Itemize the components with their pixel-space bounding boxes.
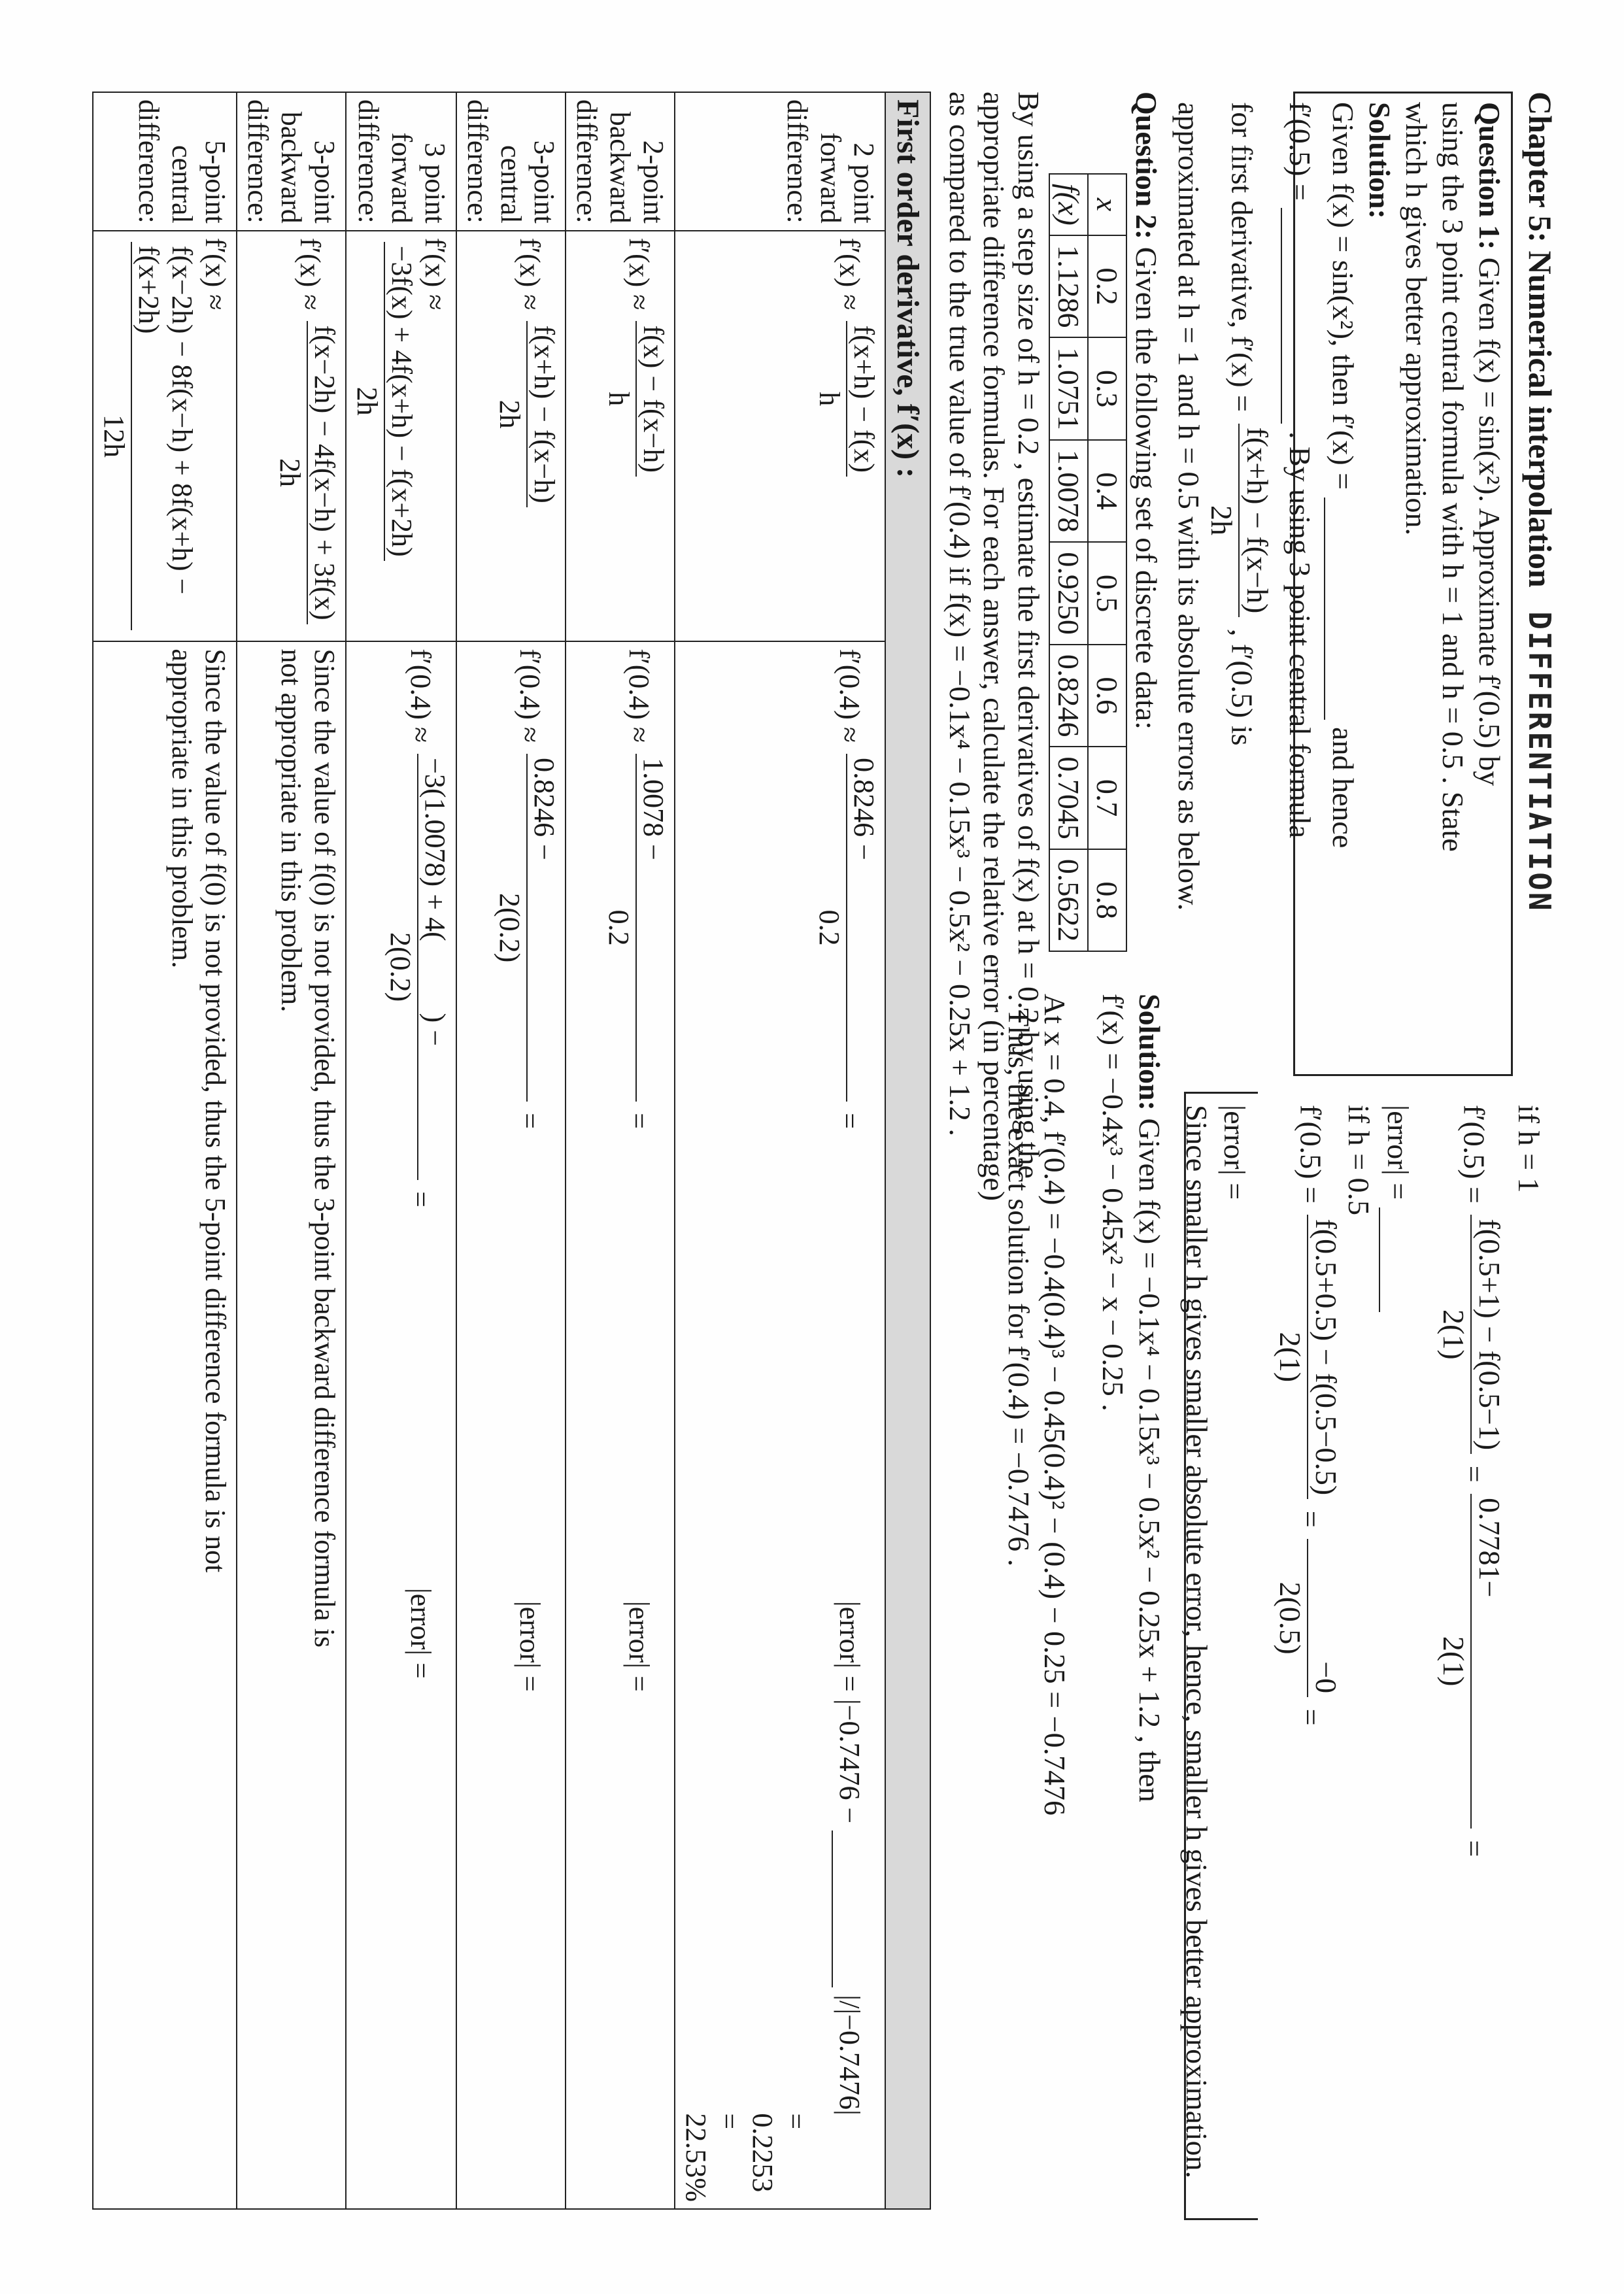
formula-lhs: f′(x) ≈: [622, 237, 655, 311]
q1-eq1: f′(0.5) = f(0.5+1) − f(0.5−1) 2(1) = 0.7781− 2(1) =: [1437, 1105, 1506, 1857]
calc-den: 2(0.2): [494, 892, 526, 963]
calc-cell: [566, 641, 675, 2209]
note-cell: [93, 641, 237, 2209]
error-label: |error| =: [513, 1600, 546, 1692]
calc-den: 2(0.2): [384, 932, 416, 1002]
formula-num: f(x) − f(x−h): [635, 321, 670, 477]
q1-eq1-lhs: f′(0.5) =: [1457, 1105, 1491, 1204]
q1-label: Question 1:: [1473, 102, 1506, 250]
formula-cell: [456, 231, 566, 642]
q1-if-h1: if h = 1: [1512, 1105, 1546, 1193]
error-label: |error| =: [404, 1587, 437, 1679]
q1-right-border: [1184, 1092, 1258, 2220]
note-line-2: appropriate in this problem.: [166, 649, 198, 969]
method-name: 2 point forward difference:: [675, 92, 885, 231]
calc-lhs: f′(0.4) ≈: [404, 649, 437, 743]
q2-intro: [1128, 92, 1163, 730]
calc-den: 0.2: [813, 909, 845, 946]
formula-lhs: f′(x) ≈: [419, 237, 451, 311]
fx-cell: 0.9250: [1049, 542, 1088, 645]
fx-header: f(x): [1049, 174, 1088, 235]
table-row: [566, 92, 675, 2209]
q1-error-1-label: |error| =: [1381, 1105, 1415, 1200]
table-row: [93, 92, 237, 2209]
formula-num: −3f(x) + 4f(x+h) − f(x+2h): [384, 242, 418, 561]
formula-lhs: f′(x) ≈: [294, 237, 326, 311]
note-line-2: not appropriate in this problem.: [275, 649, 307, 1013]
q2-para2: appropriate difference formulas. For each answer, calculate the relative error (in percentage): [977, 92, 1011, 1202]
x-cell: 0.3: [1088, 337, 1126, 440]
formula-cell: [346, 231, 456, 642]
calc-num: −3(1.0078) + 4( ) −: [417, 754, 452, 1180]
formula-cell: [237, 231, 346, 642]
q1-line1: [1472, 102, 1506, 786]
table-row-fx: [1049, 174, 1088, 951]
q1-error-1-blank[interactable]: [1379, 1207, 1415, 1312]
table-row: [346, 92, 456, 2209]
q1-conclusion: Since smaller h gives smaller absolute error, hence, smaller h gives better approximation.: [1180, 1105, 1213, 2179]
x-cell: 0.6: [1088, 645, 1126, 747]
first-order-header: First order derivative, f′(x) :: [885, 92, 930, 2209]
q1-eq2-num2: −0: [1307, 1539, 1343, 1697]
calc-lhs: f′(0.4) ≈: [833, 649, 866, 743]
chapter-title-text: Chapter 5: Numerical interpolation: [1522, 92, 1559, 588]
q2-solution-label: Solution:: [1133, 994, 1166, 1111]
x-cell: 0.8: [1088, 849, 1126, 952]
table-row: [675, 92, 885, 2209]
fx-cell: 1.0751: [1049, 337, 1088, 440]
q1-eq2-den: 2(1): [1274, 1332, 1308, 1383]
calc-num: 1.0078 −: [635, 754, 670, 1102]
table-row: [237, 92, 346, 2209]
q1-approx-line: approximated at h = 1 and h = 0.5 with its absolute errors as below.: [1172, 102, 1206, 911]
calc-lhs: f′(0.4) ≈: [622, 649, 655, 743]
formula-lhs: f′(x) ≈: [513, 237, 546, 311]
note-line-1: Since the value of f(0) is not provided, thus the 5-point difference formula is not: [199, 649, 231, 1573]
error-label: |error| =: [622, 1600, 655, 1692]
q2-label: Question 2:: [1130, 92, 1163, 240]
q2-sol2: f′(x) = −0.4x³ − 0.45x² − x − 0.25 .: [1096, 994, 1130, 1411]
calc-den: 0.2: [603, 909, 635, 946]
q1-eq1-den: 2(1): [1437, 1309, 1471, 1360]
x-header: x: [1088, 174, 1126, 235]
formula-den: 2h: [494, 399, 526, 429]
formula-cell: [566, 231, 675, 642]
formula-num: f(x−2h) − 4f(x−h) + 3f(x): [307, 321, 341, 624]
q1-blank-2[interactable]: [1281, 208, 1317, 424]
q1-formula-den: 2h: [1205, 505, 1239, 535]
x-cell: 0.5: [1088, 542, 1126, 645]
error-blank[interactable]: [832, 1830, 866, 1987]
formula-den: 2h: [274, 458, 306, 488]
calc-cell: [456, 641, 566, 2209]
calc-cell: [346, 641, 456, 2209]
q2-sol3: At x = 0.4, f′(0.4) = −0.4(0.4)³ − 0.45(0.4)² − (0.4) − 0.25 = −0.7476: [1038, 994, 1072, 1816]
q1-by-using: . By using 3 point central formula: [1283, 431, 1317, 839]
method-name: 3-point central difference:: [456, 92, 566, 231]
q2-para1: By using a step size of h = 0.2 , estimate the first derivatives of f(x) at h = 0.2 by using the: [1012, 92, 1045, 1179]
q1-line1-text: Given f(x) = sin(x²). Approximate f′(0.5) by: [1473, 257, 1506, 786]
q1-eq2-num: f(0.5+0.5) − f(0.5−0.5): [1307, 1215, 1343, 1499]
x-cell: 0.4: [1088, 440, 1126, 543]
method-name: 5-point central difference:: [93, 92, 237, 231]
q2-sol1: Given f(x) = −0.1x⁴ − 0.15x³ − 0.5x² − 0.25x + 1.2 , then: [1133, 1118, 1166, 1802]
q1-if-h05: if h = 0.5: [1342, 1105, 1376, 1216]
table-row-x: [1088, 174, 1126, 951]
fx-cell: 0.5622: [1049, 849, 1088, 952]
error-tail: |/|−0.7476|: [833, 1995, 866, 2116]
formula-num: f(x+h) − f(x−h): [526, 321, 561, 507]
formula-den: 2h: [351, 386, 383, 416]
fx-cell: 1.1286: [1049, 235, 1088, 338]
calc-cell: [675, 641, 885, 2209]
note-cell: [237, 641, 346, 2209]
formula-lhs: f′(x) ≈: [199, 237, 231, 311]
q1-f05: [1281, 102, 1317, 838]
formula-cell: [93, 231, 237, 642]
calc-num: 0.8246 −: [846, 754, 881, 1102]
q1-given-tail: and hence: [1327, 727, 1360, 849]
q1-eq1-den2: 2(1): [1437, 1636, 1471, 1687]
calc-tail: =: [404, 1191, 437, 1207]
q1-blank-1[interactable]: [1324, 498, 1360, 720]
error-label: |error| = |−0.7476 −: [833, 1600, 866, 1824]
calc-tail: =: [833, 1113, 866, 1129]
q1-given: [1324, 102, 1360, 848]
formula-cell: [675, 231, 885, 642]
q1-eq1-num: f(0.5+1) − f(0.5−1): [1470, 1215, 1506, 1454]
q1-f05-text: f′(0.5) =: [1283, 102, 1317, 201]
q1-error-2-label: |error| =: [1218, 1105, 1251, 1200]
note-line-1: Since the value of f(0) is not provided, thus the 3-point backward difference formula is: [309, 649, 341, 1648]
fx-cell: 1.0078: [1049, 440, 1088, 543]
calc-lhs: f′(0.4) ≈: [513, 649, 546, 743]
first-order-table: [92, 92, 931, 2210]
q1-eq2: f′(0.5) = f(0.5+0.5) − f(0.5−0.5) 2(1) = −0 2(0.5) =: [1274, 1105, 1343, 1726]
q1-line3: which h gives better approximation.: [1400, 102, 1433, 536]
q2-para3: as compared to the true value of f′(0.4) if f(x) = −0.1x⁴ − 0.15x³ − 0.5x² − 0.25x + 1.2 .: [943, 92, 977, 1136]
q1-formula-num: f(x+h) − f(x−h): [1238, 424, 1274, 618]
q1-error-1: [1379, 1105, 1415, 1312]
q1-eq2-lhs: f′(0.5) =: [1294, 1105, 1328, 1204]
method-name: 2-point backward difference:: [566, 92, 675, 231]
q1-solution-label: Solution:: [1363, 102, 1396, 219]
calc-num: 0.8246 −: [526, 754, 561, 1102]
chapter-title: [1521, 92, 1559, 913]
fx-cell: 0.7045: [1049, 747, 1088, 849]
fx-cell: 0.8246: [1049, 645, 1088, 747]
q1-given-text: Given f(x) = sin(x²), then f′(x) =: [1327, 102, 1360, 490]
q1-for-first-text: for first derivative, f′(x) =: [1225, 102, 1259, 413]
q2-solution: [1132, 994, 1166, 1802]
q1-f05-is: , f′(0.5) is: [1225, 628, 1259, 746]
handwritten-differentiation: DIFFERENTIATION: [1522, 611, 1557, 913]
discrete-data-table: [1049, 173, 1127, 952]
q1-eq1-num2: 0.7781−: [1470, 1494, 1506, 1829]
formula-num: f(x−2h) − 8f(x−h) + 8f(x+h) − f(x+2h): [131, 242, 199, 631]
method-name: 3-point backward difference:: [237, 92, 346, 231]
formula-den: h: [603, 392, 635, 407]
formula-den: 12h: [98, 414, 130, 458]
formula-den: h: [813, 392, 845, 407]
formula-num: f(x+h) − f(x): [846, 321, 881, 477]
q2-sol4: . Thus, the exact solution for f′(0.4) = −0.7476 .: [1002, 994, 1036, 1567]
error-result: = 0.2253 = 22.53%: [680, 2113, 812, 2202]
x-cell: 0.7: [1088, 747, 1126, 849]
calc-tail: =: [513, 1113, 546, 1129]
q2-intro-text: Given the following set of discrete data:: [1130, 246, 1163, 730]
q1-for-first: [1204, 102, 1274, 746]
q1-line2: using the 3 point central formula with h = 1 and h = 0.5 . State: [1436, 102, 1470, 852]
q1-eq2-den2: 2(0.5): [1274, 1581, 1308, 1655]
table-row: [456, 92, 566, 2209]
x-cell: 0.2: [1088, 235, 1126, 338]
formula-lhs: f′(x) ≈: [833, 237, 866, 311]
method-name: 3 point forward difference:: [346, 92, 456, 231]
calc-tail: =: [622, 1113, 655, 1129]
